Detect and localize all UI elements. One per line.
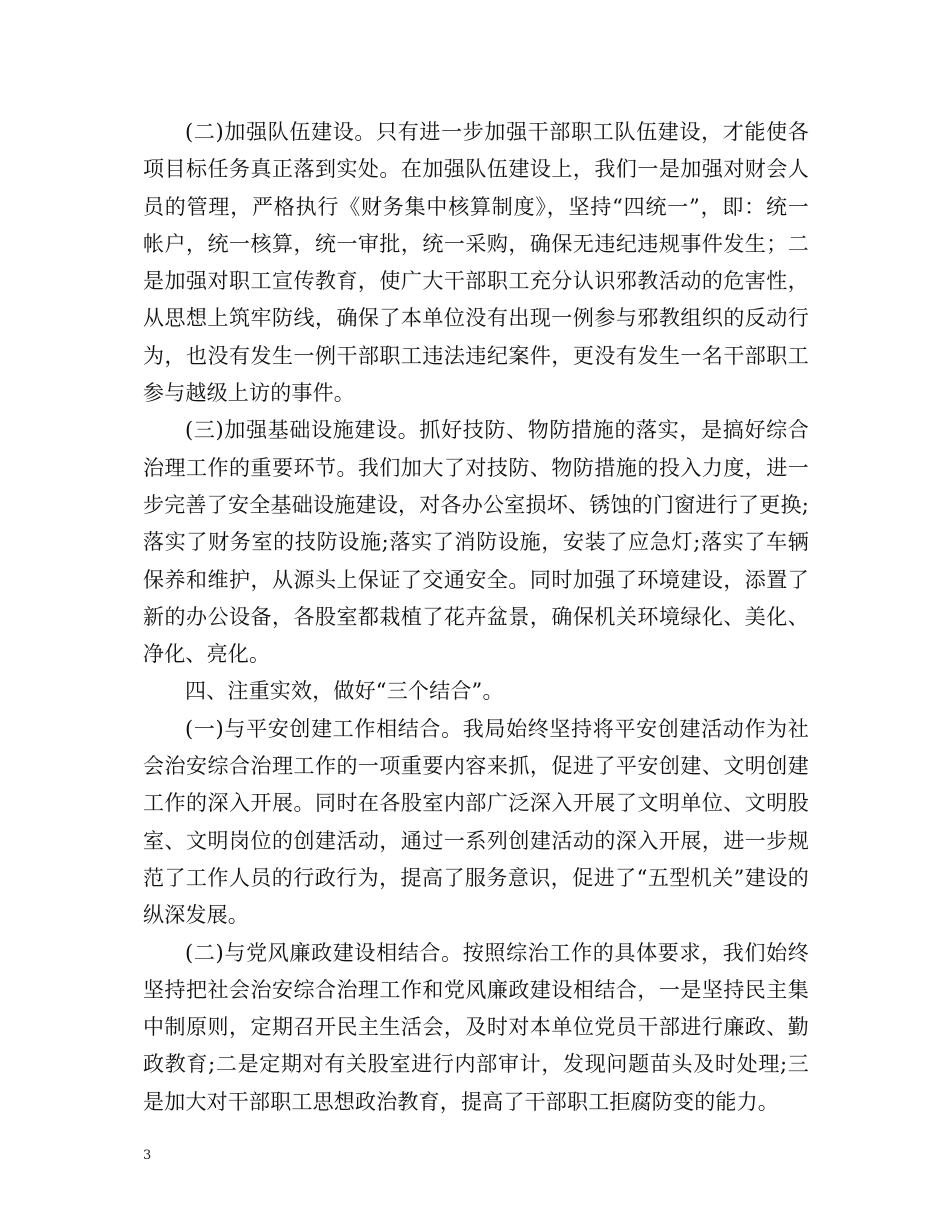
section-heading-three-combinations: 四、注重实效，做好“三个结合”。 [185,679,504,704]
paragraph-party-integrity: (二)与党风廉政建设相结合。按照综治工作的具体要求，我们始终坚持把社会治安综合治理工作和党风廉政建设相结合，一是坚持民主集中制原则，定期召开民主生活会，及时对本单位党员干部进行廉政、勤政教育;二是定期对有关股室进行内部审计，发现问题苗头及时处理;三是加大对干部职工思想政治教育，提高了干部职工拒腐防变的能力。 [143,940,809,1114]
paragraph-infrastructure: (三)加强基础设施建设。抓好技防、物防措施的落实，是搞好综合治理工作的重要环节。我们加大了对技防、物防措施的投入力度，进一步完善了安全基础设施建设，对各办公室损坏、锈蚀的门窗进行了更换;落实了财务室的技防设施;落实了消防设施，安装了应急灯;落实了车辆保养和维护，从源头上保证了交通安全。同时加强了环境建设，添置了新的办公设备，各股室都栽植了花卉盆景，确保机关环境绿化、美化、净化、亮化。 [143,418,809,667]
document-body [143,114,809,1121]
paragraph-team-building: (二)加强队伍建设。只有进一步加强干部职工队伍建设，才能使各项目标任务真正落到实处。在加强队伍建设上，我们一是加强对财会人员的管理，严格执行《财务集中核算制度》，坚持“四统一”，即：统一帐户，统一核算，统一审批，统一采购，确保无违纪违规事件发生；二是加强对职工宣传教育，使广大干部职工充分认识邪教活动的危害性，从思想上筑牢防线，确保了本单位没有出现一例参与邪教组织的反动行为，也没有发生一例干部职工违法违纪案件，更没有发生一名干部职工参与越级上访的事件。 [143,120,809,406]
paragraph-safety-creation: (一)与平安创建工作相结合。我局始终坚持将平安创建活动作为社会治安综合治理工作的一项重要内容来抓，促进了平安创建、文明创建工作的深入开展。同时在各股室内部广泛深入开展了文明单位、文明股室、文明岗位的创建活动，通过一系列创建活动的深入开展，进一步规范了工作人员的行政行为，提高了服务意识，促进了“五型机关”建设的纵深发展。 [143,716,809,928]
page-number: 3 [143,1148,152,1163]
